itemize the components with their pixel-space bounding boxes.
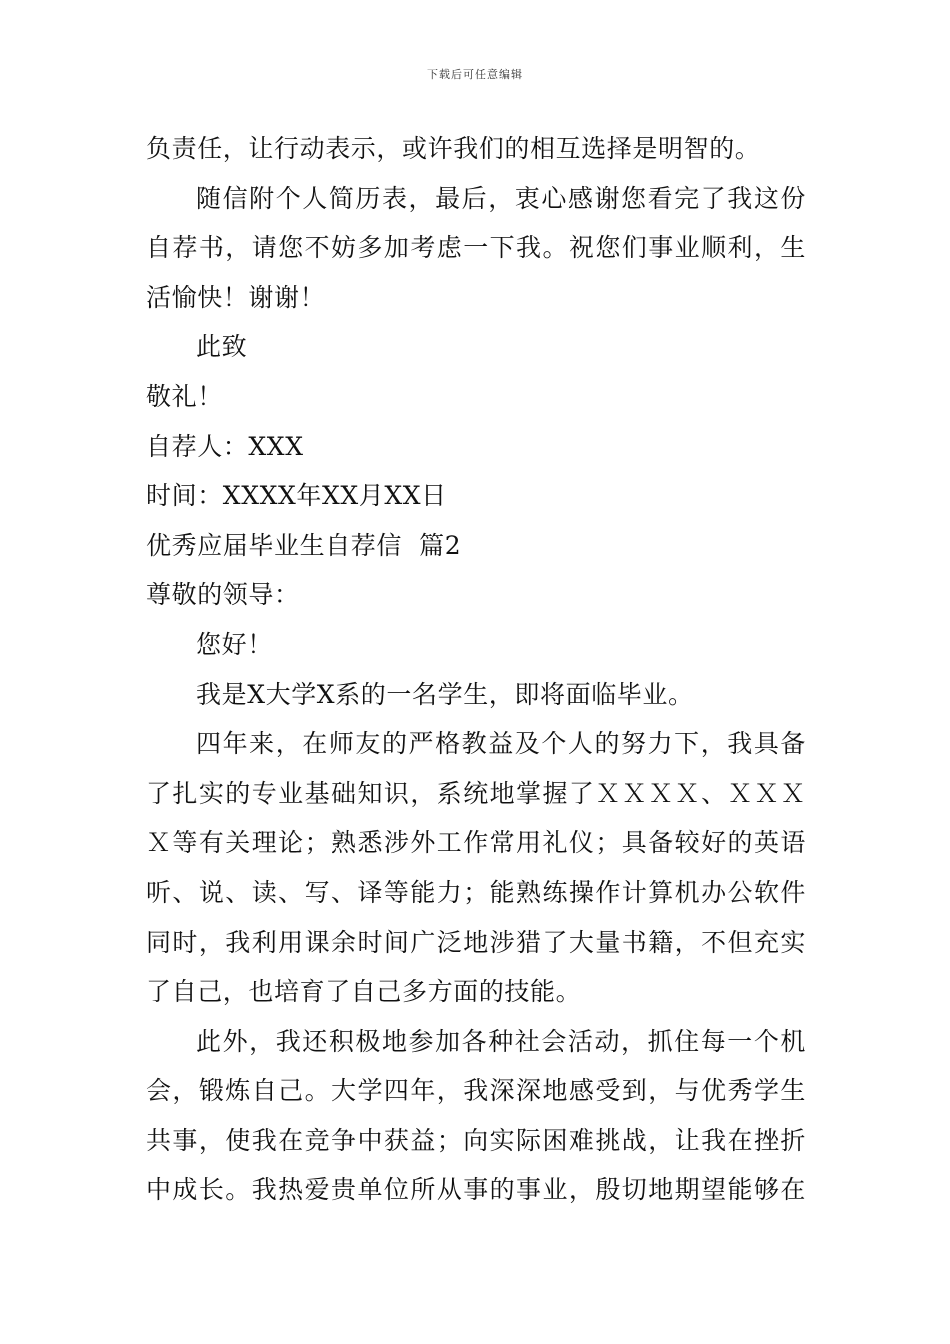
text-line: 共事，使我在竞争中获益；向实际困难挑战，让我在挫折	[146, 1125, 806, 1155]
text-line: 负责任，让行动表示，或许我们的相互选择是明智的。	[146, 134, 761, 163]
text-line: 我是X大学X系的一名学生，即将面临毕业。	[196, 679, 694, 709]
text-line: Ｘ等有关理论；熟悉涉外工作常用礼仪；具备较好的英语	[146, 828, 806, 858]
date-line: 时间：XXXX年XX月XX日	[146, 481, 447, 511]
salutation-closing: 敬礼！	[146, 381, 223, 411]
section-title: 优秀应届毕业生自荐信 篇2	[146, 530, 462, 560]
text-line: 中成长。我热爱贵单位所从事的事业，殷切地期望能够在	[146, 1175, 806, 1205]
letter-body	[146, 124, 806, 1215]
text-line: 随信附个人简历表，最后，衷心感谢您看完了我这份	[196, 183, 806, 213]
text-line: 同时，我利用课余时间广泛地涉猎了大量书籍，不但充实	[146, 927, 806, 957]
signature-line: 自荐人：XXX	[146, 431, 304, 461]
text-line: 了扎实的专业基础知识，系统地掌握了ＸＸＸＸ、ＸＸＸ	[146, 778, 806, 808]
closing-phrase: 此致	[196, 332, 248, 362]
text-line: 活愉快！谢谢！	[146, 282, 326, 312]
greeting-hello: 您好！	[196, 629, 273, 659]
text-line: 听、说、读、写、译等能力；能熟练操作计算机办公软件	[146, 877, 806, 907]
text-line: 了自己，也培育了自己多方面的技能。	[146, 977, 582, 1007]
header-note: 下载后可任意编辑	[427, 68, 523, 81]
greeting: 尊敬的领导：	[146, 580, 300, 610]
text-line: 四年来，在师友的严格教益及个人的努力下，我具备	[196, 729, 806, 759]
text-line: 自荐书，请您不妨多加考虑一下我。祝您们事业顺利，生	[146, 233, 806, 263]
text-line: 此外，我还积极地参加各种社会活动，抓住每一个机	[196, 1026, 806, 1056]
text-line: 会，锻炼自己。大学四年，我深深地感受到，与优秀学生	[146, 1076, 806, 1106]
